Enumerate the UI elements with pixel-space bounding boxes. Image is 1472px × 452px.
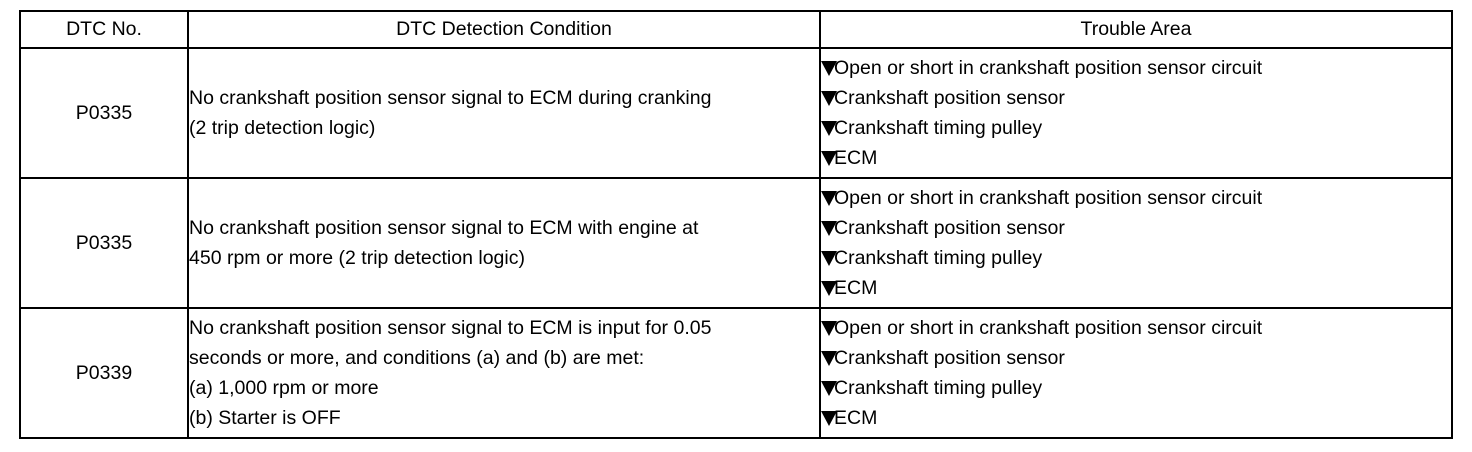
condition-line: (b) Starter is OFF <box>189 407 341 429</box>
condition-line: 450 rpm or more (2 trip detection logic) <box>189 247 525 269</box>
trouble-area-label: Crankshaft position sensor <box>834 87 1065 109</box>
trouble-area-item <box>821 343 1451 373</box>
trouble-area-item <box>821 243 1451 273</box>
dtc-code: P0335 <box>20 48 188 178</box>
table-row <box>20 178 1452 308</box>
trouble-area-item <box>821 373 1451 403</box>
trouble-area-label: ECM <box>834 277 878 299</box>
header-dtc-no: DTC No. <box>20 11 188 48</box>
dtc-table <box>19 10 1453 439</box>
table-row <box>20 308 1452 438</box>
detection-condition <box>188 308 820 438</box>
dtc-code: P0339 <box>20 308 188 438</box>
trouble-area-item <box>821 83 1451 113</box>
header-row <box>20 11 1452 48</box>
trouble-area <box>820 48 1452 178</box>
trouble-area-label: Open or short in crankshaft position sensor circuit <box>834 317 1263 339</box>
trouble-area-label: Crankshaft position sensor <box>834 347 1065 369</box>
trouble-area-item <box>821 313 1451 343</box>
trouble-area-label: Crankshaft timing pulley <box>834 247 1043 269</box>
trouble-area-item <box>821 113 1451 143</box>
condition-line: No crankshaft position sensor signal to ECM is input for 0.05 <box>189 317 712 339</box>
table-row <box>20 48 1452 178</box>
detection-condition <box>188 48 820 178</box>
trouble-area-item <box>821 143 1451 173</box>
trouble-area-label: Open or short in crankshaft position sensor circuit <box>834 57 1263 79</box>
condition-line: seconds or more, and conditions (a) and (b) are met: <box>189 347 645 369</box>
trouble-area-label: ECM <box>834 147 878 169</box>
dtc-code: P0335 <box>20 178 188 308</box>
trouble-area-label: Open or short in crankshaft position sensor circuit <box>834 187 1263 209</box>
trouble-area-label: Crankshaft timing pulley <box>834 377 1043 399</box>
trouble-area-label: Crankshaft timing pulley <box>834 117 1043 139</box>
condition-line: No crankshaft position sensor signal to ECM during cranking <box>189 87 712 109</box>
trouble-area-item <box>821 403 1451 433</box>
header-detection-condition: DTC Detection Condition <box>188 11 820 48</box>
trouble-area <box>820 308 1452 438</box>
condition-line: No crankshaft position sensor signal to ECM with engine at <box>189 217 699 239</box>
trouble-area <box>820 178 1452 308</box>
condition-line: (2 trip detection logic) <box>189 117 376 139</box>
trouble-area-item <box>821 183 1451 213</box>
trouble-area-item <box>821 53 1451 83</box>
header-trouble-area: Trouble Area <box>820 11 1452 48</box>
trouble-area-item <box>821 213 1451 243</box>
trouble-area-label: ECM <box>834 407 878 429</box>
condition-line: (a) 1,000 rpm or more <box>189 377 379 399</box>
detection-condition <box>188 178 820 308</box>
trouble-area-item <box>821 273 1451 303</box>
trouble-area-label: Crankshaft position sensor <box>834 217 1065 239</box>
